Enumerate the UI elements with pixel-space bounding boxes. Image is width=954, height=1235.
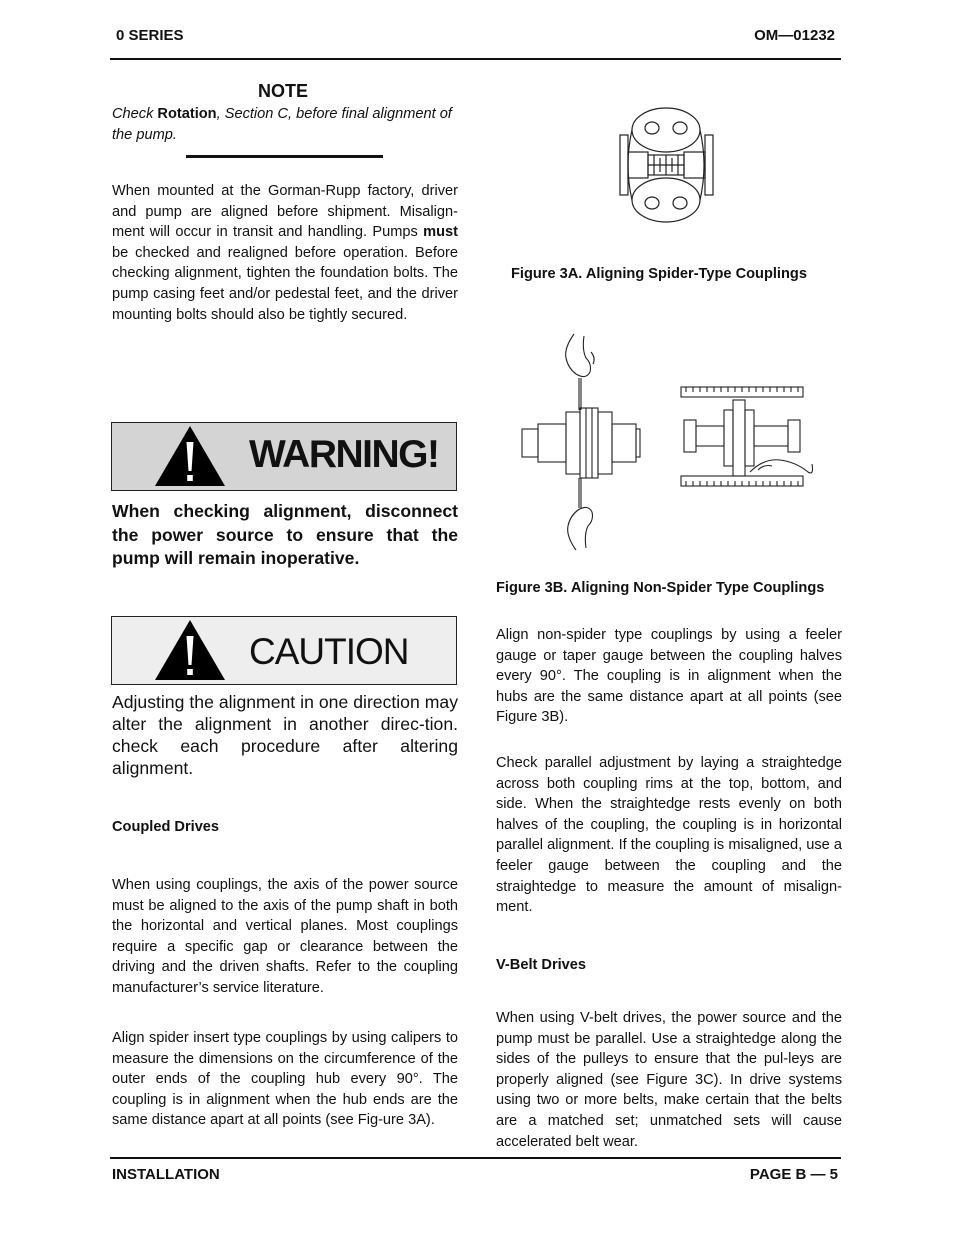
footer-section: INSTALLATION: [112, 1166, 220, 1183]
right-paragraph-3: When using V-belt drives, the power source and the pump must be parallel. Use a straightedge along the sides of the pulleys to ensure that the pul-leys are properly aligned (see Figure 3C). In drive systems using two or more belts, make certain that the belts are a matched set; unmatched sets will cause accelerated belt wear.: [496, 1010, 842, 1150]
warning-text: When checking alignment, disconnect the power source to ensure that the pump will remain inoperative.: [112, 501, 458, 568]
header-doc-number: OM—01232: [754, 27, 835, 44]
note-title: NOTE: [258, 81, 309, 101]
intro-paragraph: When mounted at the Gorman-Rupp factory, driver and pump are aligned before shipment. Misalign-ment will occur in transit and handling. Pumps must be checked and realigned before operation. Before checking alignment, tighten the foundation bolts. The pump casing feet and/or pedestal feet, and the driver mounting bolts should also be tightly secured.: [112, 183, 458, 323]
figure-3b-illustration: [518, 332, 818, 558]
coupled-paragraph-1: When using couplings, the axis of the power source must be aligned to the axis of the pump shaft in both the horizontal and vertical planes. Most couplings require a specific gap or clearance between the driving and the driven shafts. Refer to the coupling manufacturer’s service literature.: [112, 877, 458, 996]
figure-3a-caption: Figure 3A. Aligning Spider-Type Couplings: [511, 266, 807, 282]
caution-word: CAUTION: [249, 631, 409, 672]
figure-3b-caption: Figure 3B. Aligning Non-Spider Type Couplings: [496, 580, 825, 596]
right-paragraph-1: Align non-spider type couplings by using a feeler gauge or taper gauge between the coupling halves every 90°. The coupling is in alignment when the hubs are the same distance apart at all points (see Figure 3B).: [496, 627, 842, 726]
note-divider: [186, 155, 383, 158]
warning-word: WARNING!: [249, 433, 439, 476]
right-paragraph-2: Check parallel adjustment by laying a straightedge across both coupling rims at the top, bottom, and side. When the straightedge rests evenly on both halves of the coupling, the coupling is in horizontal parallel alignment. If the coupling is misaligned, use a feeler gauge between the coupling and the straightedge to measure the amount of misalign-ment.: [496, 755, 842, 916]
exclamation-triangle-icon: [154, 425, 226, 487]
header-series: 0 SERIES: [116, 27, 184, 44]
exclamation-triangle-icon: [154, 619, 226, 681]
coupled-paragraph-2: Align spider insert type couplings by using calipers to measure the dimensions on the circumference of the outer ends of the coupling hub every 90°. The coupling is in alignment when the hub ends are the same distance apart at all points (see Fig-ure 3A).: [112, 1030, 458, 1129]
figure-3a-illustration: [610, 100, 722, 230]
header-rule: [110, 58, 841, 60]
coupled-drives-heading: Coupled Drives: [112, 819, 220, 835]
footer-page-number: PAGE B — 5: [749, 1166, 838, 1183]
vbelt-drives-heading: V-Belt Drives: [496, 957, 587, 973]
caution-text: Adjusting the alignment in one direction may alter the alignment in another direc-tion. check each procedure after altering alignment.: [112, 692, 458, 778]
caution-banner: [111, 616, 457, 685]
note-text: Check Rotation, Section C, before final alignment of the pump.: [112, 106, 452, 143]
warning-banner: [111, 422, 457, 491]
footer-rule: [110, 1157, 841, 1159]
